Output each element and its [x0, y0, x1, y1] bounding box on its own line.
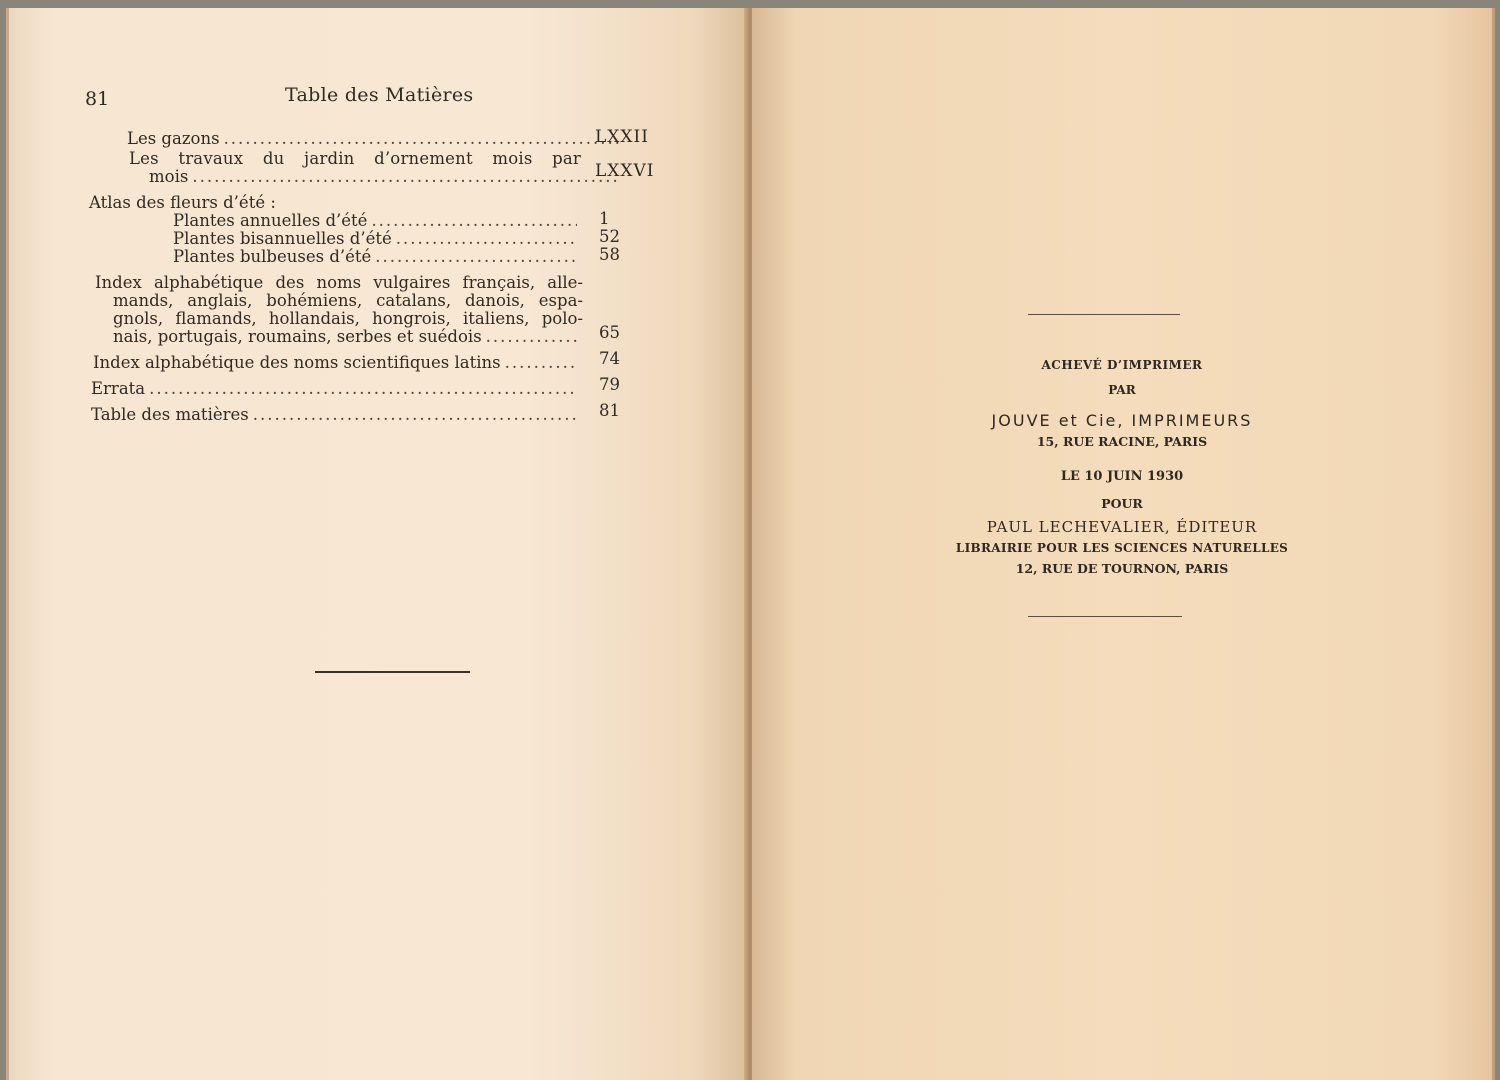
running-head: Table des Matières	[285, 84, 474, 106]
toc-entry	[91, 380, 583, 398]
leader-dots	[505, 354, 577, 372]
publisher-library: LIBRAIRIE POUR LES SCIENCES NATURELLES	[955, 541, 1289, 555]
leader-dots	[149, 380, 577, 398]
toc-entry	[93, 354, 583, 372]
toc-entry-page: LXXII	[595, 127, 649, 147]
toc-section-heading: Atlas des fleurs d’été :	[89, 193, 276, 212]
bottom-rule	[1028, 616, 1182, 617]
toc-entry-page: 79	[599, 375, 620, 394]
toc-entry-label: Les travaux du jardin d’ornement mois par	[129, 149, 581, 168]
toc-entry-label: nais, portugais, roumains, serbes et suédois	[113, 327, 482, 346]
colophon-line: PAR	[1108, 383, 1136, 397]
print-date: LE 10 JUIN 1930	[1060, 469, 1184, 484]
toc-entry-page: 1	[599, 209, 610, 228]
toc-entry	[173, 230, 583, 248]
toc-entry-page: 52	[599, 227, 620, 246]
toc-entry	[173, 248, 583, 266]
leader-dots	[371, 212, 577, 230]
toc-entry-page: 74	[599, 349, 620, 368]
toc-entry	[91, 406, 583, 424]
toc-entry	[127, 130, 627, 148]
top-rule	[1028, 314, 1180, 315]
left-page	[6, 8, 751, 1080]
toc-entry	[113, 328, 583, 346]
right-page	[752, 8, 1495, 1080]
leader-dots	[253, 406, 577, 424]
toc-entry-label: Plantes bulbeuses d’été	[173, 247, 372, 266]
toc-entry-label: Plantes annuelles d’été	[173, 211, 368, 230]
publisher-name: PAUL LECHEVALIER, ÉDITEUR	[986, 518, 1258, 536]
toc-entry-label: Index alphabétique des noms vulgaires français, alle-	[95, 273, 583, 292]
toc-entry	[173, 212, 583, 230]
toc-entry-label: Table des matières	[91, 405, 249, 424]
leader-dots	[192, 168, 621, 186]
printer-name: JOUVE et Cie, IMPRIMEURS	[991, 411, 1253, 430]
toc-entry-label: Errata	[91, 379, 146, 398]
toc-entry-label: Les gazons	[127, 129, 220, 148]
colophon-line: POUR	[1101, 496, 1143, 511]
toc-entry-label: mands, anglais, bohémiens, catalans, danois, espa-	[113, 291, 583, 310]
toc-entry-label: Index alphabétique des noms scientifiques latins	[93, 353, 501, 372]
leader-dots	[224, 130, 621, 148]
leader-dots	[396, 230, 577, 248]
toc-entry-page: LXXVI	[595, 161, 655, 181]
toc-entry-page: 81	[599, 401, 620, 420]
toc-entry-page: 65	[599, 323, 620, 342]
toc-entry-label: mois	[149, 167, 189, 186]
page-number: 81	[85, 88, 110, 110]
toc-entry	[149, 168, 627, 186]
leader-dots	[486, 328, 577, 346]
printer-address: 15, RUE RACINE, PARIS	[1036, 434, 1208, 449]
toc-entry-label: Plantes bisannuelles d’été	[173, 229, 392, 248]
colophon-line: ACHEVÉ D’IMPRIMER	[1041, 358, 1203, 372]
toc-entry-label: gnols, flamands, hollandais, hongrois, italiens, polo-	[113, 309, 583, 328]
toc-entry-page: 58	[599, 245, 620, 264]
leader-dots	[375, 248, 577, 266]
end-rule	[315, 671, 470, 673]
publisher-address: 12, RUE DE TOURNON, PARIS	[1015, 561, 1229, 576]
